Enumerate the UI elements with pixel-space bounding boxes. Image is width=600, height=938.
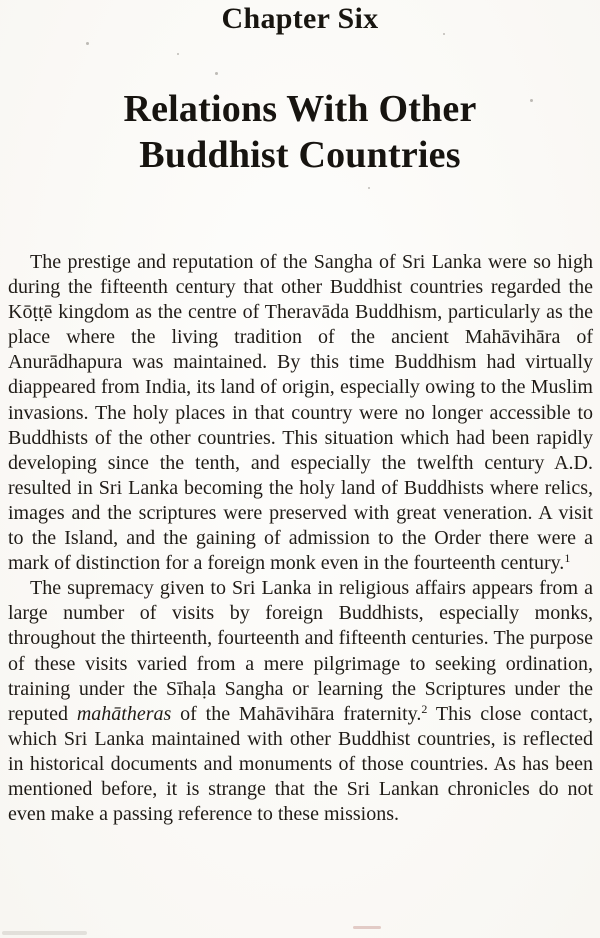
page-title: [0, 86, 600, 178]
scan-speck: [215, 72, 218, 75]
scan-smudge: [2, 931, 87, 935]
scan-speck: [368, 187, 370, 189]
page-title-line-2: Buddhist Countries: [139, 134, 461, 176]
paragraph-2-text-after-footnote: This close contact, which Sri Lanka maintained with other Buddhist countries, is reflected in historical documents and monuments of those countries. As has been mentioned before, it is strange that the Sri Lankan chronicles do not even make a passing reference to these missions.: [8, 702, 593, 826]
page-title-line-1: Relations With Other: [123, 88, 477, 130]
paragraph-2-text-after-italic: of the Mahāvihāra fraternity.: [171, 702, 422, 725]
scan-speck: [530, 99, 533, 102]
paragraph-1: [8, 250, 593, 576]
chapter-heading: Chapter Six: [221, 2, 379, 35]
scan-smudge: [353, 926, 381, 929]
paragraph-2-text-before-italic: The supremacy given to Sri Lanka in religious affairs appears from a large number of visits by foreign Buddhists, especially monks, throughout the thirteenth, fourteenth and fifteenth centuries. The purpose of these visits varied from a mere pilgrimage to seeking ordination, training under the Sīhaḷa Sangha or learning the Scriptures under the reputed: [8, 577, 593, 725]
scan-speck: [86, 42, 89, 45]
paragraph-2: [8, 576, 593, 827]
body-text: [8, 250, 593, 827]
scan-speck: [177, 53, 179, 55]
paragraph-2-italic-term: mahātheras: [76, 702, 172, 725]
paragraph-1-text: The prestige and reputation of the Sangha of Sri Lanka were so high during the fifteenth century that other Buddhist countries regarded the Kōṭṭē kingdom as the centre of Theravāda Buddhism, particularly as the place where the living tradition of the ancient Mahāvihāra of Anurādhapura was maintained. By this time Buddhism had virtually diappeared from India, its land of origin, especially owing to the Muslim invasions. The holy places in that country were no longer accessible to Buddhists of the other countries. This situation which had been rapidly developing since the tenth, and especially the twelfth century A.D. resulted in Sri Lanka becoming the holy land of Buddhists where relics, images and the scriptures were preserved with great veneration. A visit to the Island, and the gaining of admission to the Order there were a mark of distinction for a foreign monk even in the fourteenth century.: [8, 251, 593, 575]
footnote-ref-1: 1: [564, 551, 571, 566]
footnote-ref-2: 2: [421, 701, 428, 716]
scan-speck: [443, 33, 445, 35]
